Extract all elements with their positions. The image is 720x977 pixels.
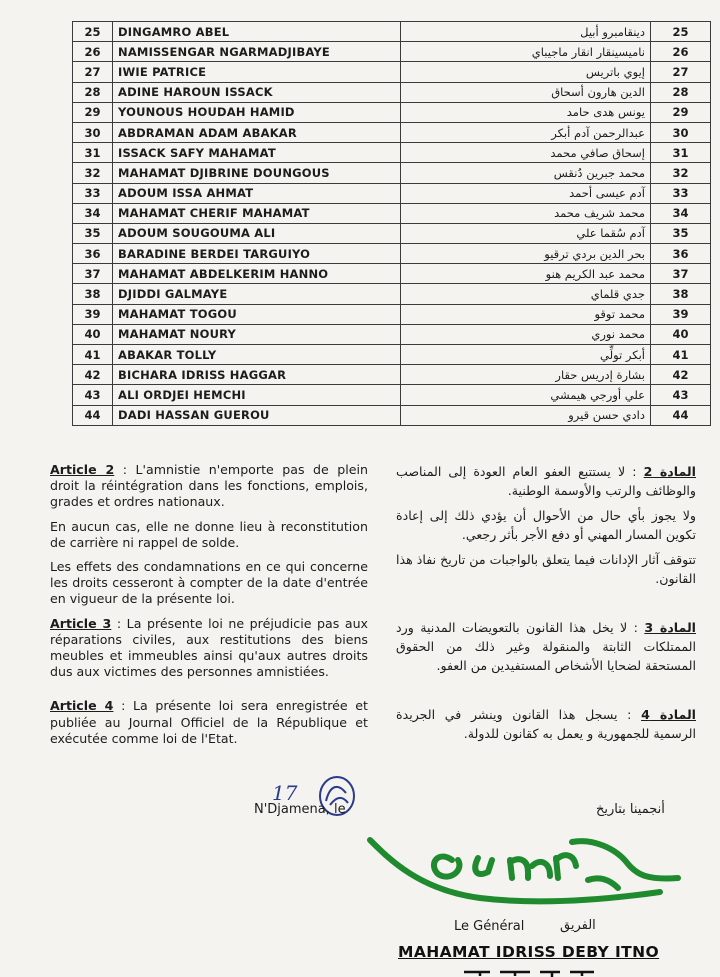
table-row: [73, 163, 711, 183]
latin-name: ALI ORDJEI HEMCHI: [113, 385, 401, 405]
latin-name: MAHAMAT TOGOU: [113, 304, 401, 324]
latin-name: DJIDDI GALMAYE: [113, 284, 401, 304]
latin-name: ADOUM SOUGOUMA ALI: [113, 223, 401, 243]
arabic-name: جدي قلماي: [401, 284, 651, 304]
table-row: [73, 264, 711, 284]
arabic-row-number: 37: [651, 264, 711, 284]
arabic-name: محمد عبد الكريم هنو: [401, 264, 651, 284]
row-number: 43: [73, 385, 113, 405]
article-2-ar: [396, 462, 696, 500]
article-2-fr: [50, 462, 368, 511]
latin-name: DINGAMRO ABEL: [113, 22, 401, 42]
table-row: [73, 385, 711, 405]
place-line: N'Djamena, le: [254, 802, 346, 817]
arabic-row-number: 35: [651, 223, 711, 243]
arabic-name: محمد شريف محمد: [401, 203, 651, 223]
article-4-text: : La présente loi sera enregistrée et publiée au Journal Officiel de la République et exécutée comme loi de l'Etat.: [50, 698, 368, 746]
arabic-row-number: 43: [651, 385, 711, 405]
latin-name: MAHAMAT CHERIF MAHAMAT: [113, 203, 401, 223]
article-2-label: Article 2: [50, 462, 115, 477]
arabic-row-number: 36: [651, 244, 711, 264]
latin-name: ABDRAMAN ADAM ABAKAR: [113, 122, 401, 142]
article-2-ar-para2: ولا يجوز بأي حال من الأحوال أن يؤدي ذلك إلى إعادة تكوين المسار المهني أو دفع الأجر بأثر رجعي.: [396, 508, 696, 542]
latin-name: MAHAMAT ABDELKERIM HANNO: [113, 264, 401, 284]
table-row: [73, 284, 711, 304]
table-row: [73, 203, 711, 223]
signature: [360, 820, 690, 912]
table-row: [73, 102, 711, 122]
arabic-row-number: 32: [651, 163, 711, 183]
signatory-name: MAHAMAT IDRISS DEBY ITNO: [398, 943, 660, 961]
article-3-ar: [396, 618, 696, 675]
row-number: 27: [73, 62, 113, 82]
article-2-ar-para3: تتوقف آثار الإدانات فيما يتعلق بالواجبات من تاريخ نفاذ هذا القانون.: [396, 552, 696, 586]
article-4-ar: [396, 705, 696, 743]
article-3-label: Article 3: [50, 615, 112, 631]
row-number: 31: [73, 143, 113, 163]
arabic-row-number: 40: [651, 324, 711, 344]
arabic-name: إيوي باتريس: [401, 62, 651, 82]
row-number: 37: [73, 264, 113, 284]
table-row: [73, 122, 711, 142]
article-3-ar-label: المادة 3: [644, 620, 696, 635]
latin-name: BICHARA IDRISS HAGGAR: [113, 365, 401, 385]
arabic-row-number: 38: [651, 284, 711, 304]
table-row: [73, 22, 711, 42]
table-body: [73, 22, 711, 426]
table-row: [73, 42, 711, 62]
article-3-text: : La présente loi ne préjudicie pas aux réparations civiles, aux restitutions des biens meubles et immeubles ainsi qu'aux autres droits dus aux victimes des personnes amnistiées.: [50, 615, 368, 680]
arabic-name: أبكر تولِّي: [401, 345, 651, 365]
latin-name: YOUNOUS HOUDAH HAMID: [113, 102, 401, 122]
arabic-row-number: 34: [651, 203, 711, 223]
arabic-name: محمد توقو: [401, 304, 651, 324]
arabic-row-number: 25: [651, 22, 711, 42]
handwritten-date-text: 17: [272, 781, 298, 805]
table-row: [73, 143, 711, 163]
title-arabic: الفريق: [560, 918, 596, 933]
row-number: 25: [73, 22, 113, 42]
arabic-name: ناميسينقار انقار ماجيباي: [401, 42, 651, 62]
row-number: 30: [73, 122, 113, 142]
cut-off-arabic-name: [460, 966, 600, 977]
table-row: [73, 405, 711, 425]
latin-name: IWIE PATRICE: [113, 62, 401, 82]
article-2-ar-text: : لا يستتبع العفو العام العودة إلى المناصب والوظائف والرتب والأوسمة الوطنية.: [396, 464, 696, 498]
latin-name: NAMISSENGAR NGARMADJIBAYE: [113, 42, 401, 62]
latin-name: ADOUM ISSA AHMAT: [113, 183, 401, 203]
article-3-fr: [50, 616, 368, 681]
table-row: [73, 304, 711, 324]
row-number: 44: [73, 405, 113, 425]
arabic-name: دينقامبرو أبيل: [401, 22, 651, 42]
arabic-row-number: 29: [651, 102, 711, 122]
row-number: 39: [73, 304, 113, 324]
arabic-name: آدم سُقما علي: [401, 223, 651, 243]
row-number: 42: [73, 365, 113, 385]
row-number: 33: [73, 183, 113, 203]
arabic-name: عبدالرحمن آدم أبكر: [401, 122, 651, 142]
arabic-name: بحر الدين بردي ترقيو: [401, 244, 651, 264]
arabic-row-number: 30: [651, 122, 711, 142]
row-number: 34: [73, 203, 113, 223]
table-row: [73, 223, 711, 243]
row-number: 28: [73, 82, 113, 102]
table-row: [73, 62, 711, 82]
arabic-name: يونس هدى حامد: [401, 102, 651, 122]
article-4-ar-label: المادة 4: [641, 707, 696, 722]
article-4-ar-text: : يسجل هذا القانون وينشر في الجريدة الرسمية للجمهورية و يعمل به كقانون للدولة.: [396, 707, 696, 741]
table-row: [73, 183, 711, 203]
table-row: [73, 82, 711, 102]
arabic-column: [396, 462, 696, 749]
arabic-row-number: 26: [651, 42, 711, 62]
row-number: 40: [73, 324, 113, 344]
arabic-row-number: 42: [651, 365, 711, 385]
arabic-row-number: 44: [651, 405, 711, 425]
row-number: 36: [73, 244, 113, 264]
arabic-name: دادي حسن قيرو: [401, 405, 651, 425]
row-number: 26: [73, 42, 113, 62]
arabic-name: محمد جبرين دُنقس: [401, 163, 651, 183]
article-4-label: Article 4: [50, 698, 114, 714]
table-row: [73, 345, 711, 365]
arabic-name: بشارة إدريس حقار: [401, 365, 651, 385]
row-number: 38: [73, 284, 113, 304]
arabic-row-number: 39: [651, 304, 711, 324]
article-2-text: : L'amnistie n'emporte pas de plein droit la réintégration dans les fonctions, emplois, grades et ordres nationaux.: [50, 462, 369, 510]
arabic-name: علي أورجي هيمشي: [401, 385, 651, 405]
article-3-ar-text: : لا يخل هذا القانون بالتعويضات المدنية ورد الممتلكات الثابتة والمنقولة وغير ذلك من الحقوق المستحقة لضحايا الأشخاص المستفيدين من العفو.: [396, 620, 696, 673]
article-2-fr-para3: Les effets des condamnations en ce qui concerne les droits cesseront à compter de la date d'entrée en vigueur de la présente loi.: [50, 559, 368, 607]
amnesty-list-table: [72, 21, 711, 426]
latin-name: MAHAMAT NOURY: [113, 324, 401, 344]
arabic-name: إسحاق صافي محمد: [401, 143, 651, 163]
arabic-row-number: 28: [651, 82, 711, 102]
arabic-name: محمد نوري: [401, 324, 651, 344]
arabic-date-line: أنجمينا بتاريخ: [596, 802, 665, 817]
latin-name: ADINE HAROUN ISSACK: [113, 82, 401, 102]
latin-name: ISSACK SAFY MAHAMAT: [113, 143, 401, 163]
french-column: [50, 462, 368, 755]
latin-name: BARADINE BERDEI TARGUIYO: [113, 244, 401, 264]
row-number: 35: [73, 223, 113, 243]
arabic-row-number: 27: [651, 62, 711, 82]
latin-name: DADI HASSAN GUEROU: [113, 405, 401, 425]
arabic-name: آدم عيسى أحمد: [401, 183, 651, 203]
arabic-row-number: 31: [651, 143, 711, 163]
row-number: 29: [73, 102, 113, 122]
title-french: Le Général: [454, 919, 525, 934]
arabic-name: الدين هارون أسحاق: [401, 82, 651, 102]
arabic-row-number: 33: [651, 183, 711, 203]
article-4-fr: [50, 698, 368, 747]
table-row: [73, 324, 711, 344]
row-number: 32: [73, 163, 113, 183]
row-number: 41: [73, 345, 113, 365]
latin-name: MAHAMAT DJIBRINE DOUNGOUS: [113, 163, 401, 183]
table-row: [73, 244, 711, 264]
arabic-row-number: 41: [651, 345, 711, 365]
table-row: [73, 365, 711, 385]
latin-name: ABAKAR TOLLY: [113, 345, 401, 365]
article-2-ar-label: المادة 2: [643, 464, 696, 479]
article-2-fr-para2: En aucun cas, elle ne donne lieu à reconstitution de carrière ni rappel de solde.: [50, 518, 368, 550]
